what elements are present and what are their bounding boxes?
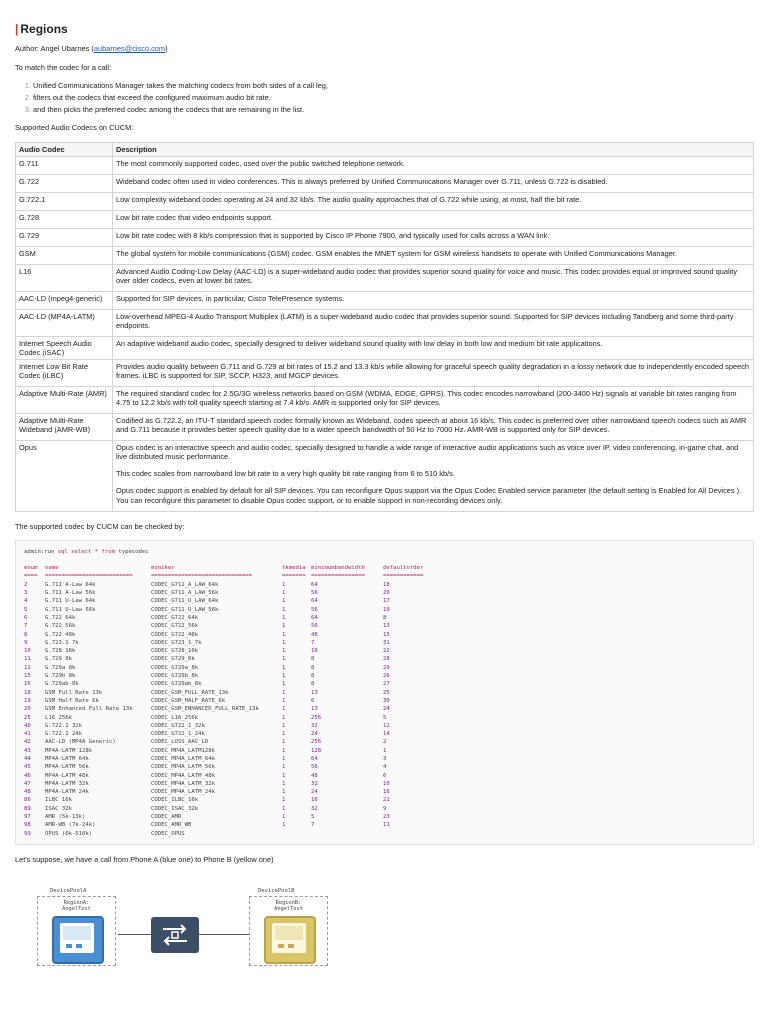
codec-description-cell bbox=[113, 360, 754, 387]
sql-result-row: 7 G.722 56k CODEC_G722_56k 1 56 13 bbox=[24, 623, 390, 630]
description-paragraph: Low-overhead MPEG-4 Audio Transport Multiplex (LATM) is a super-wideband audio codec that provides superior sound. Supported for SIP devices including Tandberg and some third-party endpoints. bbox=[116, 312, 734, 331]
table-row bbox=[16, 387, 754, 414]
sql-result-row: 43 MP4A-LATM 128k CODEC_MP4A_LATM128k 1 128 1 bbox=[24, 747, 387, 754]
sql-result-row: 86 ILBC 16k CODEC_ILBC_16k 1 16 21 bbox=[24, 797, 390, 804]
sql-result-row: 45 MP4A-LATM 56k CODEC_MP4A_LATM_56k 1 56 4 bbox=[24, 764, 387, 771]
codec-description-cell bbox=[113, 387, 754, 414]
codec-table bbox=[15, 142, 754, 512]
sql-result-row: 4 G.711 U-Law 64k CODEC_G711_U_LAW_64k 1 64 17 bbox=[24, 598, 390, 605]
sql-result-row: 48 MP4A-LATM 24k CODEC_MP4A_LATM_24k 1 24 16 bbox=[24, 789, 390, 796]
steps-list bbox=[15, 81, 753, 114]
scenario-text: Let's suppose, we have a call from Phone A (blue one) to Phone B (yellow one) bbox=[15, 854, 274, 864]
table-row bbox=[16, 310, 754, 337]
table-row bbox=[16, 360, 754, 387]
region-b-label: RegionB: bbox=[275, 899, 302, 906]
description-paragraph: The global system for mobile communications (GSM) codec. GSM enables the MNET system for GSM wireless handsets to operate with Unified Communications Manager. bbox=[116, 248, 677, 258]
description-paragraph: The most commonly supported codec, used over the public switched telephone network. bbox=[116, 158, 405, 168]
table-row bbox=[16, 292, 754, 310]
sql-result-row: 6 G.722 64k CODEC_G722_64k 1 64 8 bbox=[24, 614, 387, 621]
codec-name-cell: G.722 bbox=[16, 174, 113, 192]
codec-name-cell: AAC-LD (MP4A-LATM) bbox=[16, 310, 113, 337]
call-diagram bbox=[15, 874, 754, 964]
codec-name-cell: Adaptive Multi-Rate Wideband (AMR-WB) bbox=[16, 414, 113, 441]
codec-name-cell: GSM bbox=[16, 246, 113, 264]
device-pool-b-label: DevicePoolB bbox=[258, 887, 295, 894]
router-icon bbox=[151, 917, 199, 953]
phone-b[interactable] bbox=[264, 916, 316, 964]
codec-table-body bbox=[16, 156, 754, 511]
sql-result-row: 11 G.729 8k CODEC_G729_8k 1 8 28 bbox=[24, 656, 390, 663]
sql-result-row: 8 G.722 48k CODEC_G722_48k 1 48 15 bbox=[24, 631, 390, 638]
description-paragraph: The required standard codec for 2.5G/3G wireless networks based on GSM (WDMA, EDGE, GPRS). This codec encodes narrowband (200-3400 Hz) signals at variable bit rates ranging from 4.75 to 12.2 kb/s with toll quality speech starting at 7.4 kb/s. AMR is supported only for SIP devices. bbox=[116, 389, 737, 408]
sql-result-row: 2 G.711 A-Law 64k CODEC_G711_A_LAW_64k 1 64 18 bbox=[24, 581, 390, 588]
sql-result-row: 42 AAC-LD (MP4A Generic) CODEC_LOSS_AAC_LD 1 256 2 bbox=[24, 739, 387, 746]
codec-description-cell bbox=[113, 192, 754, 210]
codec-name-cell: G.711 bbox=[16, 156, 113, 174]
sql-separator-row: ==== ========================== ============================== ======= ================ ============ bbox=[24, 573, 424, 580]
description-paragraph: Codified as G.722.2, an ITU-T standard speech codec formally known as Wideband, codes speech at about 16 kb/s. This codec is preferred over other narrowband speech codecs such as AMR and G.711 because it provides better speech quality due to a wider speech bandwidth of 50 Hz to 7000 Hz. AMR-WB is supported only for SIP devices. bbox=[116, 416, 747, 435]
codec-description-cell bbox=[113, 210, 754, 228]
description-paragraph: Supported for SIP devices, in particular, Cisco TelePresence systems. bbox=[116, 294, 345, 304]
phone-a-icon bbox=[54, 918, 102, 962]
codec-name-cell: Internet Speech Audio Codec (iSAC) bbox=[16, 337, 113, 360]
sql-result-row: 47 MP4A-LATM 32k CODEC_MP4A_LATM_32k 1 32 10 bbox=[24, 780, 390, 787]
column-header-description: Description bbox=[113, 142, 754, 156]
sql-result-row: 3 G.711 A-Law 56k CODEC_G711_A_LAW_56k 1 56 20 bbox=[24, 590, 390, 597]
table-row bbox=[16, 246, 754, 264]
table-header-row bbox=[16, 142, 754, 156]
sql-result-row: 9 G.723.1 7k CODEC_G723_1_7k 1 7 31 bbox=[24, 639, 390, 646]
codec-description-cell bbox=[113, 310, 754, 337]
sql-result-row: 20 GSM Enhanced Full Rate 13k CODEC_GSM_ENHANCED_FULL_RATE_13k 1 13 24 bbox=[24, 706, 390, 713]
phone-a[interactable] bbox=[52, 916, 104, 964]
table-row bbox=[16, 337, 754, 360]
sql-result-row: 44 MP4A-LATM 64k CODEC_MP4A_LATM_64k 1 64 3 bbox=[24, 755, 387, 762]
codec-description-cell bbox=[113, 292, 754, 310]
description-paragraph: Low bit rate codec with 8 kb/s compression that is supported by Cisco IP Phone 7900, and typically used for calls across a WAN link. bbox=[116, 230, 550, 240]
sql-result-row: 97 AMR (5k-13k) CODEC_AMR 1 5 23 bbox=[24, 814, 390, 821]
table-row bbox=[16, 228, 754, 246]
codec-description-cell bbox=[113, 337, 754, 360]
table-row bbox=[16, 174, 754, 192]
table-caption: Supported Audio Codecs on CUCM: bbox=[15, 123, 134, 133]
codec-description-cell bbox=[113, 414, 754, 441]
codec-name-cell: Adaptive Multi-Rate (AMR) bbox=[16, 387, 113, 414]
sql-result-row: 18 GSM Full Rate 13k CODEC_GSM_FULL_RATE_13k 1 13 25 bbox=[24, 689, 390, 696]
author-email-link[interactable]: aubarnes@cisco.com bbox=[93, 44, 166, 53]
codec-name-cell: AAC-LD (mpeg4-generic) bbox=[16, 292, 113, 310]
sql-command: admin:run sql select * from typecodec bbox=[24, 549, 149, 556]
codec-description-cell bbox=[113, 264, 754, 291]
description-paragraph: This codec scales from narrowband low bit rate to a very high quality bit rate ranging from 6 to 510 kb/s. bbox=[116, 469, 455, 479]
codec-name-cell: L16 bbox=[16, 264, 113, 291]
codec-description-cell bbox=[113, 246, 754, 264]
sql-header-row: enum name moniker tkmedia minimumbandwidth defaultorder bbox=[24, 565, 424, 572]
codec-name-cell: G.722.1 bbox=[16, 192, 113, 210]
description-paragraph: Low complexity wideband codec operating at 24 and 32 kb/s. The audio quality approaches that of G.722 while using, at most, half the bit rate. bbox=[116, 194, 582, 204]
list-item: 2. filters out the codecs that exceed the configured maximum audio bit rate, bbox=[33, 93, 753, 103]
sql-result-row: 19 GSM Half Rate 6k CODEC_GSM_HALF_RATE_6k 1 6 30 bbox=[24, 697, 390, 704]
sql-result-row: 10 G.728 16k CODEC_G728_16k 1 16 22 bbox=[24, 648, 390, 655]
table-row bbox=[16, 210, 754, 228]
codec-description-cell bbox=[113, 441, 754, 511]
check-text: The supported codec by CUCM can be checked by: bbox=[15, 521, 185, 531]
sql-result-row: 89 ISAC 32k CODEC_ISAC_32k 1 32 9 bbox=[24, 805, 387, 812]
codec-description-cell bbox=[113, 174, 754, 192]
description-paragraph: Opus codec support is enabled by default for all SIP devices. You can reconfigure Opus support via the Opus Codec Enabled service parameter (the default setting is Enabled for All Devices ). You can reconfigure this parameter to disable Opus codec support, or to enable support in non-recording devices only. bbox=[116, 486, 742, 505]
page-title: | Regions bbox=[15, 22, 68, 36]
table-row bbox=[16, 192, 754, 210]
sql-result-row: 12 G.729a 8k CODEC_G729a_8k 1 8 29 bbox=[24, 664, 390, 671]
codec-name-cell: Internet Low Bit Rate Codec (iLBC) bbox=[16, 360, 113, 387]
column-header-codec: Audio Codec bbox=[16, 142, 113, 156]
link-line-a bbox=[118, 934, 151, 935]
description-paragraph: Low bit rate codec that video endpoints support. bbox=[116, 212, 273, 222]
region-a-sublabel: AngelTest bbox=[62, 905, 91, 912]
table-row bbox=[16, 264, 754, 291]
phone-b-icon bbox=[266, 918, 314, 962]
sql-result-row: 5 G.711 U-Law 56k CODEC_G711_U_LAW_56k 1 56 19 bbox=[24, 606, 390, 613]
table-row bbox=[16, 414, 754, 441]
sql-result-rows bbox=[24, 564, 750, 838]
description-paragraph: An adaptive wideband audio codec, specially designed to deliver wideband sound quality with low delay in both low and medium bit rate applications. bbox=[116, 339, 603, 349]
sql-result-row: 15 G.729b 8k CODEC_G729b_8k 1 8 26 bbox=[24, 673, 390, 680]
description-paragraph: Provides audio quality between G.711 and G.729 at bit rates of 15.2 and 13.3 kb/s while allowing for graceful speech quality degradation in a lossy network due to independently encoded speech frames. iLBC is supported for SIP, SCCP, H323, and MGCP devices. bbox=[116, 362, 749, 381]
region-b-sublabel: AngelTest bbox=[274, 905, 303, 912]
region-b-box bbox=[249, 896, 328, 966]
sql-result-row: 25 L16 256k CODEC_L16_256k 1 256 5 bbox=[24, 714, 387, 721]
sql-result-row: 46 MP4A-LATM 48k CODEC_MP4A_LATM_48k 1 48 6 bbox=[24, 772, 387, 779]
sql-result-row: 99 OPUS (6k-510k) CODEC_OPUS bbox=[24, 830, 185, 837]
codec-name-cell: G.729 bbox=[16, 228, 113, 246]
sql-result-row: 16 G.729ab 8k CODEC_G729ab_8k 1 8 27 bbox=[24, 681, 390, 688]
table-row bbox=[16, 156, 754, 174]
codec-name-cell: Opus bbox=[16, 441, 113, 511]
author-line: Author: Angel Ubarnes (aubarnes@cisco.com) bbox=[15, 44, 168, 53]
codec-description-cell bbox=[113, 228, 754, 246]
region-a-label: RegionA: bbox=[63, 899, 90, 906]
device-pool-a-label: DevicePoolA bbox=[50, 887, 87, 894]
sql-result-row: 40 G.722.1 32k CODEC_G722_1_32k 1 32 12 bbox=[24, 722, 390, 729]
description-paragraph: Advanced Audio Coding-Low Delay (AAC-LD) is a super-wideband audio codec that provides superior sound quality for voice and music. This codec provides equal or improved sound quality over older codecs, even at lower bit rates. bbox=[116, 266, 738, 285]
list-item: 1. Unified Communications Manager takes the matching codecs from both sides of a call leg, bbox=[33, 81, 753, 91]
sql-result-row: 98 AMR-WB (7k-24k) CODEC_AMR_WB 1 7 11 bbox=[24, 822, 390, 829]
sql-output-box bbox=[15, 540, 754, 845]
table-row bbox=[16, 441, 754, 511]
codec-name-cell: G.728 bbox=[16, 210, 113, 228]
list-item: 3. and then picks the preferred codec among the codecs that are remaining in the list. bbox=[33, 105, 753, 115]
description-paragraph: Opus codec is an interactive speech and audio codec, specially designed to handle a wide range of interactive audio applications such as voice over IP, video conferencing, in-game chat, and live distributed music performance. bbox=[116, 443, 739, 462]
region-a-box bbox=[37, 896, 116, 966]
codec-description-cell bbox=[113, 156, 754, 174]
intro-text: To match the codec for a call: bbox=[15, 62, 112, 72]
sql-result-row: 41 G.722.1 24k CODEC_G722_1_24k 1 24 14 bbox=[24, 731, 390, 738]
link-line-b bbox=[199, 934, 249, 935]
description-paragraph: Wideband codec often used in video conferences. This is always preferred by Unified Communications Manager over G.711, unless G.722 is disabled. bbox=[116, 176, 608, 186]
